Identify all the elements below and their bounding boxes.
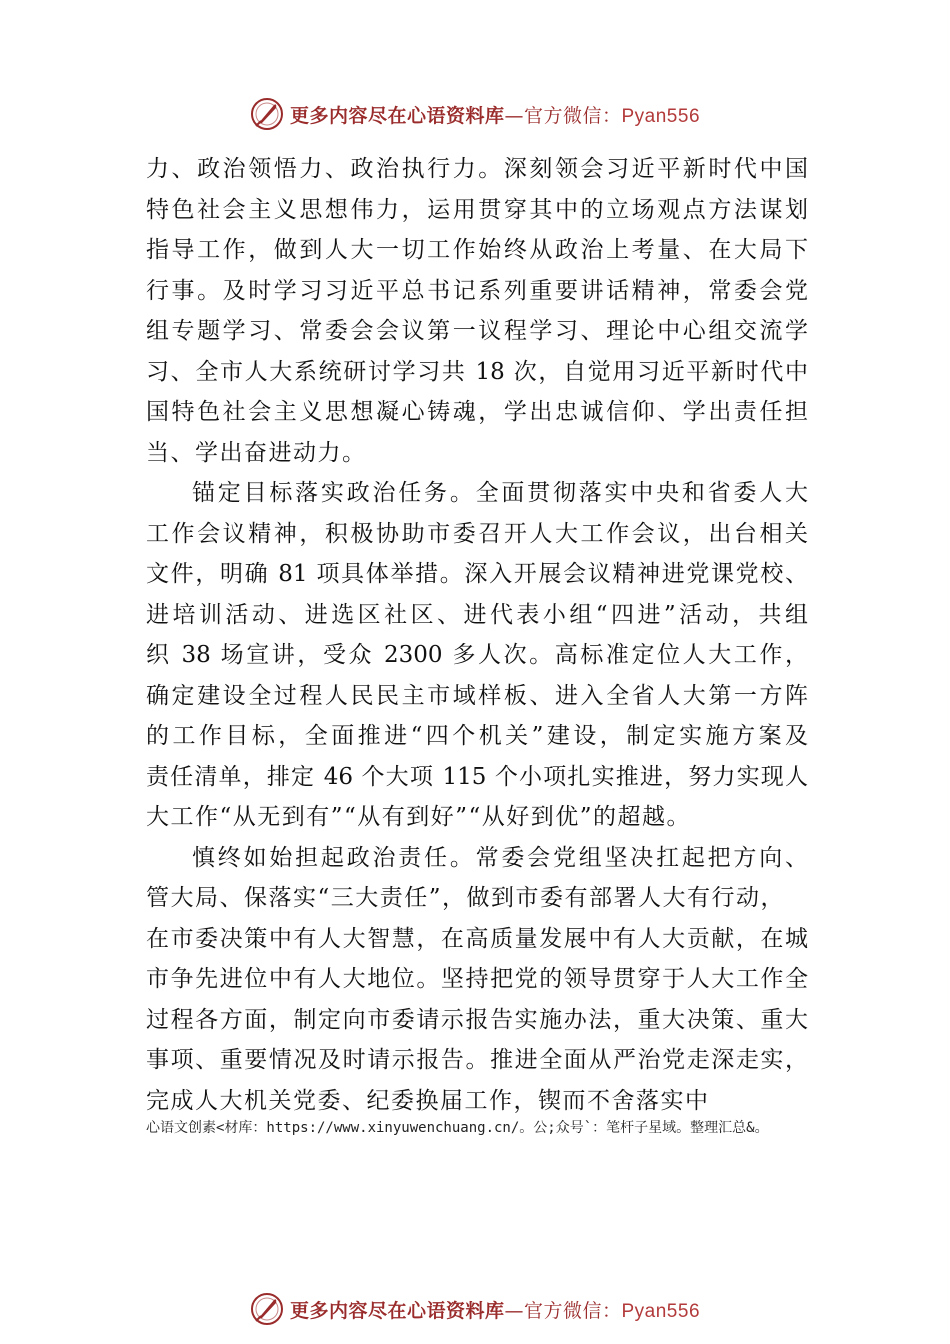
- source-note: 心语文创素<材库：https://www.xinyuwenchuang.cn/。公;众号`：笔杆子星域。整理汇总&。: [146, 1120, 769, 1136]
- banner-wechat-id: Pyan556: [621, 105, 701, 127]
- text-line: 管大局、保落实“三大责任”，做到市委有部署人大有行动，: [146, 885, 786, 911]
- text-line: 的工作目标，全面推进“四个机关”建设，制定实施方案及: [146, 723, 808, 749]
- banner-separator: —: [504, 1299, 524, 1322]
- text-line: 特色社会主义思想伟力，运用贯穿其中的立场观点方法谋划: [146, 196, 808, 223]
- text-line: 指导工作，做到人大一切工作始终从政治上考量、在大局下: [146, 237, 808, 263]
- text-line: 市争先进位中有人大地位。坚持把党的领导贯穿于人大工作全: [146, 966, 808, 992]
- text-line: 国特色社会主义思想凝心铸魂，学出忠诚信仰、学出责任担: [146, 399, 808, 425]
- paragraph-start-line: 慎终如始担起政治责任。常委会党组坚决扛起把方向、: [192, 844, 808, 871]
- banner-text: [290, 101, 700, 128]
- text-line: 文件，明确 81 项具体举措。深入开展会议精神进党课党校、: [146, 561, 808, 587]
- banner-wechat-label: 官方微信：: [523, 1299, 622, 1322]
- text-line: 确定建设全过程人民民主市域样板、进入全省人大第一方阵: [146, 682, 808, 709]
- quill-logo-icon: [250, 1292, 284, 1326]
- text-line: 大工作“从无到有”“从有到好”“从好到优”的超越。: [146, 804, 692, 830]
- text-line: 组专题学习、常委会会议第一议程学习、理论中心组交流学: [146, 318, 808, 344]
- text-line: 织 38 场宣讲，受众 2300 多人次。高标准定位人大工作，: [146, 642, 808, 668]
- text-line: 完成人大机关党委、纪委换届工作，锲而不舍落实中: [146, 1087, 710, 1114]
- text-line: 进培训活动、进选区社区、进代表小组“四进”活动，共组: [146, 601, 808, 628]
- document-body: [146, 149, 808, 1121]
- banner-wechat-label: 官方微信：: [523, 104, 622, 127]
- text-line: 责任清单，排定 46 个大项 115 个小项扎实推进，努力实现人: [146, 763, 808, 790]
- footer-banner: [0, 1291, 950, 1327]
- text-line: 行事。及时学习习近平总书记系列重要讲话精神，常委会党: [146, 277, 808, 304]
- banner-main-text: 更多内容尽在心语资料库: [289, 104, 505, 127]
- text-line: 当、学出奋进动力。: [146, 439, 367, 466]
- banner-main-text: 更多内容尽在心语资料库: [289, 1299, 505, 1322]
- text-line: 在市委决策中有人大智慧，在高质量发展中有人大贡献，在城: [146, 925, 808, 952]
- banner-wechat-id: Pyan556: [621, 1300, 701, 1322]
- banner-separator: —: [504, 104, 524, 127]
- text-line: 事项、重要情况及时请示报告。推进全面从严治党走深走实，: [146, 1047, 808, 1073]
- header-banner: [0, 96, 950, 132]
- text-line: 过程各方面，制定向市委请示报告实施办法，重大决策、重大: [146, 1006, 808, 1033]
- text-line: 力、政治领悟力、政治执行力。深刻领会习近平新时代中国: [146, 156, 808, 182]
- text-line: 习、全市人大系统研讨学习共 18 次，自觉用习近平新时代中: [146, 358, 808, 385]
- quill-logo-icon: [250, 97, 284, 131]
- paragraph-start-line: 锚定目标落实政治任务。全面贯彻落实中央和省委人大: [192, 480, 808, 506]
- banner-text: [290, 1296, 700, 1323]
- text-line: 工作会议精神，积极协助市委召开人大工作会议，出台相关: [146, 520, 808, 547]
